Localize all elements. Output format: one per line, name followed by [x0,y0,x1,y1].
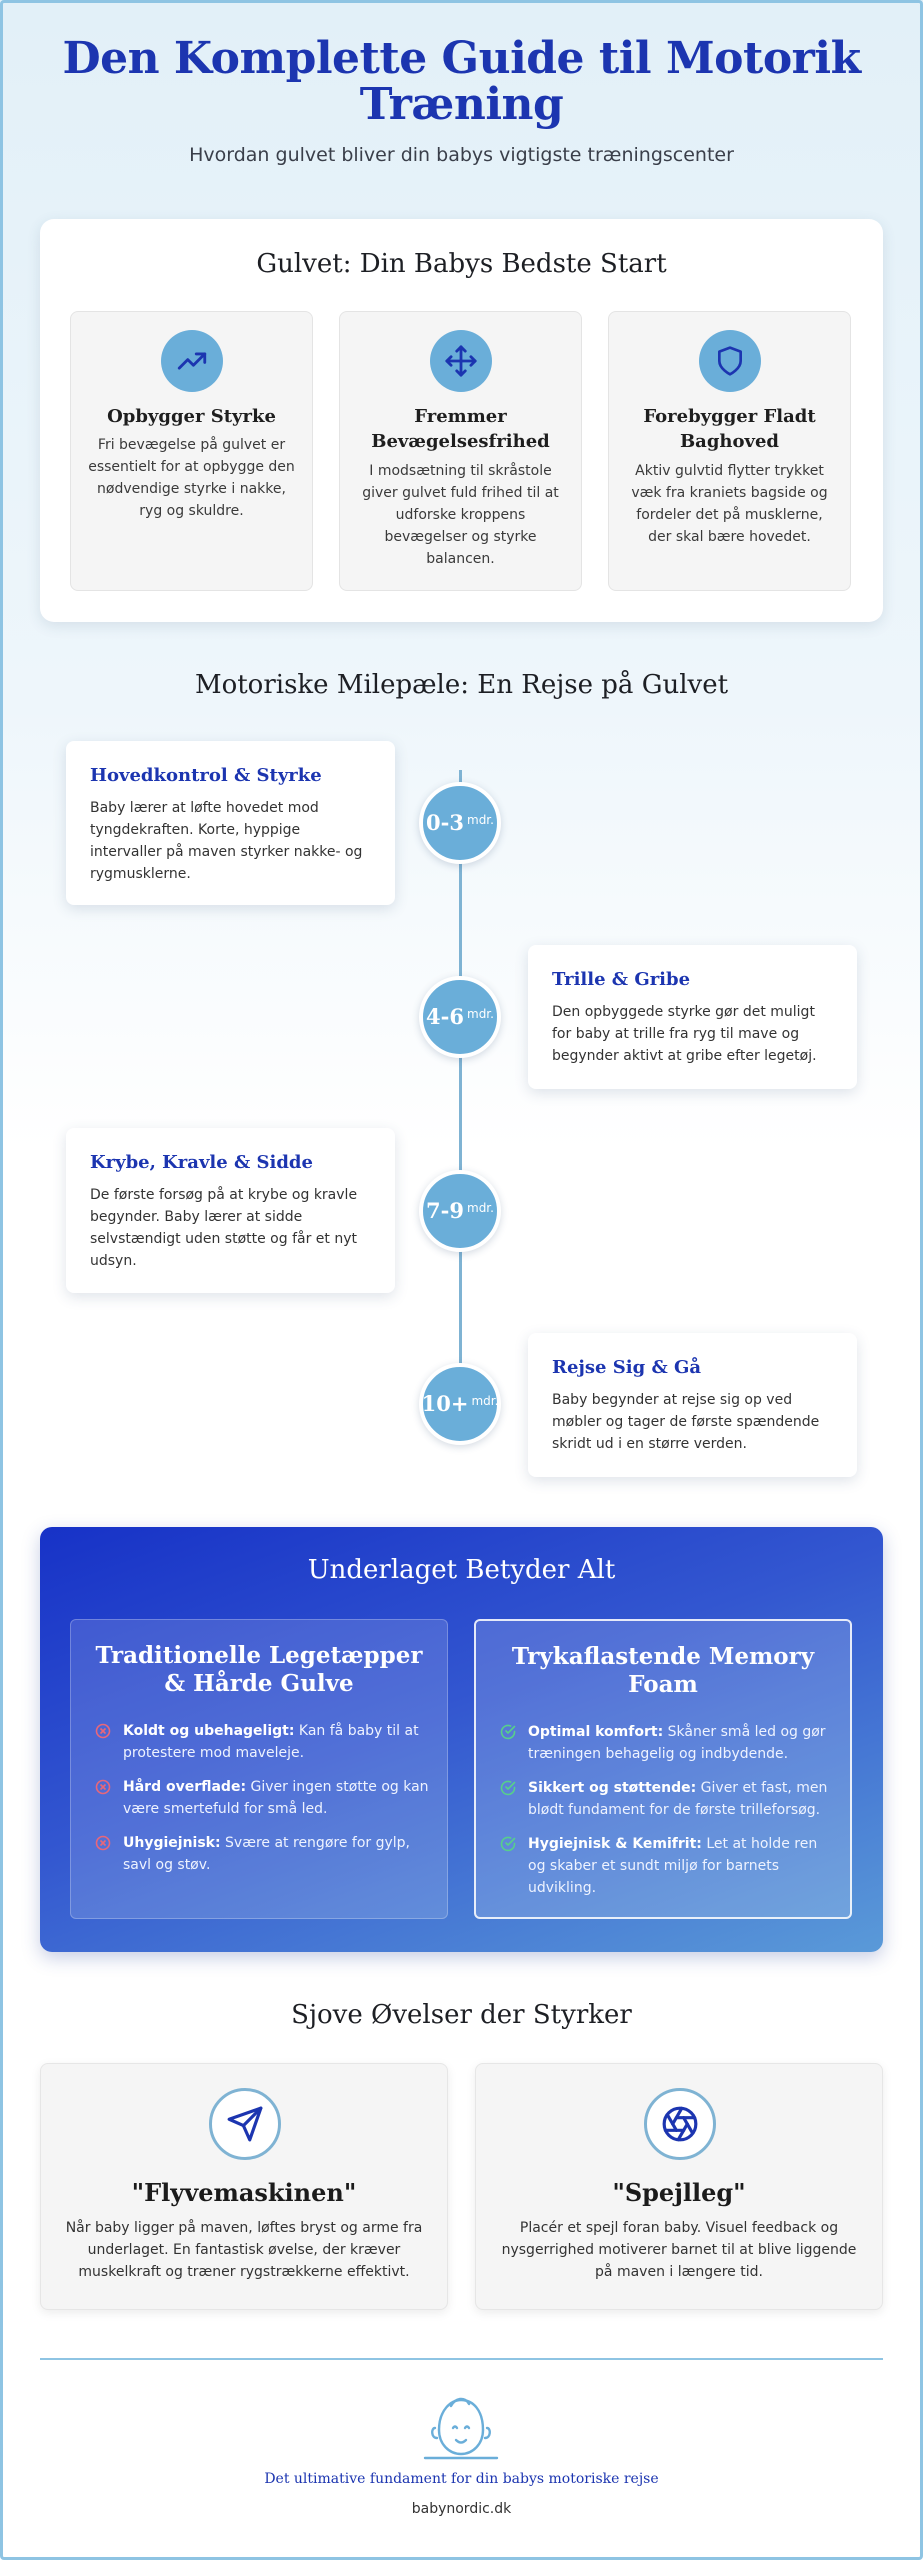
move-arrows-icon [430,330,492,392]
con-text: Kan få baby til at protestere mod maveleje. [123,1723,419,1761]
footer-divider [40,2358,883,2360]
timeline-line [459,770,462,1410]
exercises-heading: Sjove Øvelser der Styrker [291,2000,632,2030]
con-item [95,1832,429,1876]
milestone-text: Den opbyggede styrke gør det muligt for baby at trille fra ryg til mave og begynder aktivt at gribe efter legetøj. [552,1004,817,1064]
pro-item [500,1721,832,1765]
trending-up-icon [161,330,223,392]
exercise-title: "Flyvemaskinen" [131,2178,357,2207]
milestone-text: Baby begynder at rejse sig op ved møbler og tager de første spændende skridt ud i en større verden. [552,1392,820,1452]
feature-title: Forebygger Fladt Baghoved [643,406,816,452]
milestone-card-4-6 [528,945,857,1089]
con-item [95,1776,429,1820]
milestone-unit: mdr. [467,1007,494,1021]
milestone-age-badge [419,782,501,864]
surface-heading: Underlaget Betyder Alt [307,1555,616,1585]
con-text: Svære at rengøre for gylp, savl og støv. [123,1835,410,1873]
milestone-age: 4-6 [426,1004,464,1029]
baby-face-icon [421,2392,501,2462]
con-text: Giver ingen støtte og kan være smertefuld for små led. [123,1779,429,1817]
milestone-card-0-3 [66,741,395,905]
pro-item [500,1777,832,1821]
milestone-title: Rejse Sig & Gå [552,1357,702,1378]
milestones-heading: Motoriske Milepæle: En Rejse på Gulvet [194,670,729,700]
shield-icon [699,330,761,392]
milestone-unit: mdr. [471,1394,499,1408]
milestone-age-badge [419,1363,501,1445]
x-circle-icon [95,1835,111,1851]
check-circle-icon [500,1780,516,1796]
traditional-title: Traditionelle Legetæpper & Hårde Gulve [95,1642,423,1697]
feature-text: I modsætning til skråstole giver gulvet fuld frihed til at udforske kroppens bevægelser og styrke balancen. [362,463,559,567]
milestone-title: Trille & Gribe [552,969,691,990]
x-circle-icon [95,1723,111,1739]
milestone-title: Krybe, Kravle & Sidde [90,1152,313,1173]
memory-foam-box [474,1619,852,1919]
con-label: Hård overflade: [123,1779,247,1795]
exercise-card-airplane [40,2063,448,2310]
milestone-age-badge [419,1170,501,1252]
footer-site-link[interactable]: babynordic.dk [411,2501,512,2517]
con-label: Koldt og ubehageligt: [123,1723,295,1739]
feature-title: Fremmer Bevægelsesfrihed [371,406,550,452]
feature-freedom [339,311,582,591]
con-label: Uhygiejnisk: [123,1835,221,1851]
exercise-card-mirror [475,2063,883,2310]
exercise-title: "Spejlleg" [612,2178,746,2207]
page-subtitle: Hvordan gulvet bliver din babys vigtigste træningscenter [189,144,734,166]
milestone-unit: mdr. [467,1201,494,1215]
pro-label: Hygiejnisk & Kemifrit: [528,1836,702,1852]
pro-text: Giver et fast, men blødt fundament for de første trilleforsøg. [528,1780,828,1818]
pro-item [500,1833,832,1899]
pro-text: Let at holde ren og skaber et sundt miljø for barnets udvikling. [528,1836,818,1896]
milestone-age: 0-3 [426,810,464,835]
floor-benefits-card [40,219,883,622]
feature-text: Fri bevægelse på gulvet er essentielt for at opbygge den nødvendige styrke i nakke, ryg og skuldre. [88,437,295,519]
x-circle-icon [95,1779,111,1795]
page-title: Den Komplette Guide til Motorik Træning [62,33,861,130]
exercise-text: Når baby ligger på maven, løftes bryst og arme fra underlaget. En fantastisk øvelse, der kræver muskelkraft og træner rygstrækkerne effektivt. [65,2220,423,2280]
con-item [95,1720,429,1764]
paper-plane-icon [209,2088,281,2160]
milestone-title: Hovedkontrol & Styrke [90,765,322,786]
pro-label: Optimal komfort: [528,1724,664,1740]
aperture-icon [644,2088,716,2160]
footer-tagline: Det ultimative fundament for din babys motoriske rejse [264,2471,659,2487]
pro-text: Skåner små led og gør træningen behagelig og indbydende. [528,1724,826,1762]
milestone-text: De første forsøg på at krybe og kravle begynder. Baby lærer at sidde selvstændigt uden støtte og får et nyt udsyn. [90,1187,358,1269]
pro-label: Sikkert og støttende: [528,1780,697,1796]
memory-foam-title: Trykaflastende Memory Foam [511,1643,815,1698]
traditional-surface-box [70,1619,448,1919]
floor-section-heading: Gulvet: Din Babys Bedste Start [256,249,667,279]
milestone-unit: mdr. [467,813,494,827]
milestone-text: Baby lærer at løfte hovedet mod tyngdekraften. Korte, hyppige intervaller på maven styrker nakke- og rygmusklerne. [90,800,363,882]
exercise-text: Placér et spejl foran baby. Visuel feedback og nysgerrighed motiverer barnet til at blive liggende på maven i længere tid. [501,2220,857,2280]
milestone-age-badge [419,976,501,1058]
surface-comparison-panel [40,1527,883,1952]
feature-strength [70,311,313,591]
feature-flat-head [608,311,851,591]
check-circle-icon [500,1836,516,1852]
milestone-card-7-9 [66,1128,395,1293]
milestone-age: 10+ [421,1391,469,1416]
feature-text: Aktiv gulvtid flytter trykket væk fra kraniets bagside og fordeler det på musklerne, der skal bære hovedet. [631,463,828,545]
check-circle-icon [500,1724,516,1740]
milestone-age: 7-9 [426,1198,464,1223]
milestone-card-10plus [528,1333,857,1477]
feature-title: Opbygger Styrke [107,406,276,427]
